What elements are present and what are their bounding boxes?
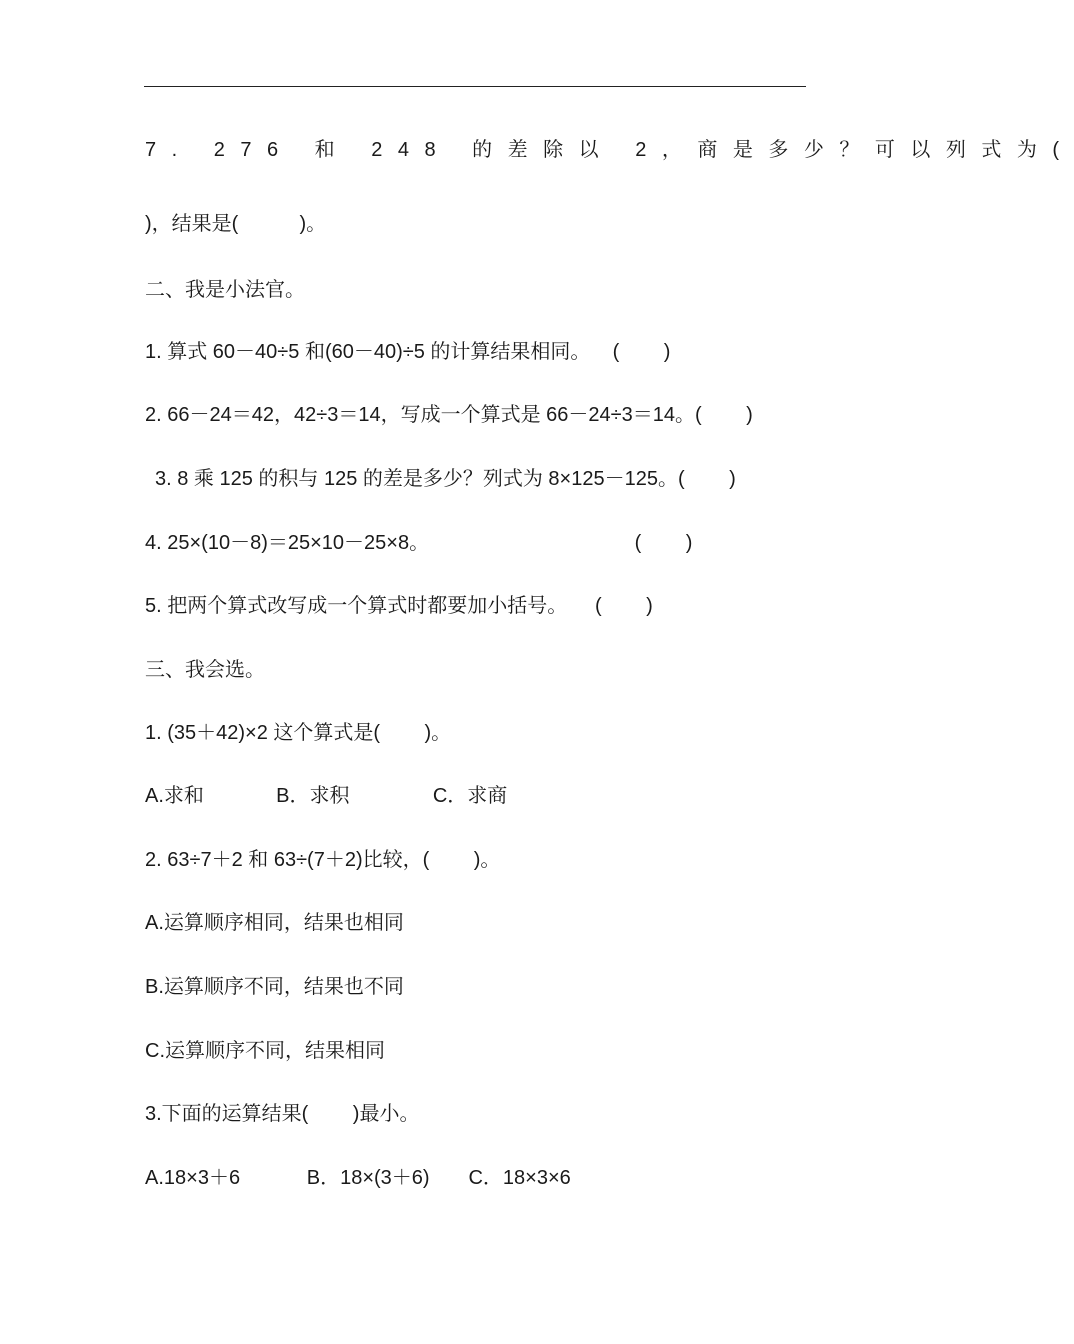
choice-3-options: A.18×3＋6 B．18×(3＋6) C．18×3×6 bbox=[145, 1167, 571, 1189]
judge-item-3: 3. 8 乘 125 的积与 125 的差是多少？列式为 8×125－125。( ) bbox=[155, 468, 736, 490]
question-7-line-1: 7. 276 和 248 的差除以 2，商是多少？可以列式为( bbox=[145, 139, 1074, 161]
section-2-heading: 二、我是小法官。 bbox=[145, 279, 305, 301]
choice-3-stem: 3.下面的运算结果( )最小。 bbox=[145, 1103, 420, 1125]
judge-item-5: 5. 把两个算式改写成一个算式时都要加小括号。 ( ) bbox=[145, 595, 653, 617]
judge-item-2: 2. 66－24＝42，42÷3＝14，写成一个算式是 66－24÷3＝14。( ) bbox=[145, 404, 753, 426]
header-rule bbox=[144, 86, 806, 87]
section-3-heading: 三、我会选。 bbox=[145, 659, 265, 681]
choice-1-stem: 1. (35＋42)×2 这个算式是( )。 bbox=[145, 722, 452, 744]
judge-item-1: 1. 算式 60－40÷5 和(60－40)÷5 的计算结果相同。 ( ) bbox=[145, 341, 671, 363]
choice-2-stem: 2. 63÷7＋2 和 63÷(7＋2)比较，( )。 bbox=[145, 849, 501, 871]
judge-item-4: 4. 25×(10－8)＝25×10－25×8。 ( ) bbox=[145, 532, 693, 554]
choice-2-option-b: B.运算顺序不同，结果也不同 bbox=[145, 976, 404, 998]
choice-2-option-c: C.运算顺序不同，结果相同 bbox=[145, 1040, 385, 1062]
question-7-line-2: )，结果是( )。 bbox=[145, 213, 327, 235]
choice-2-option-a: A.运算顺序相同，结果也相同 bbox=[145, 912, 404, 934]
choice-1-options: A.求和 B．求积 C．求商 bbox=[145, 785, 508, 807]
